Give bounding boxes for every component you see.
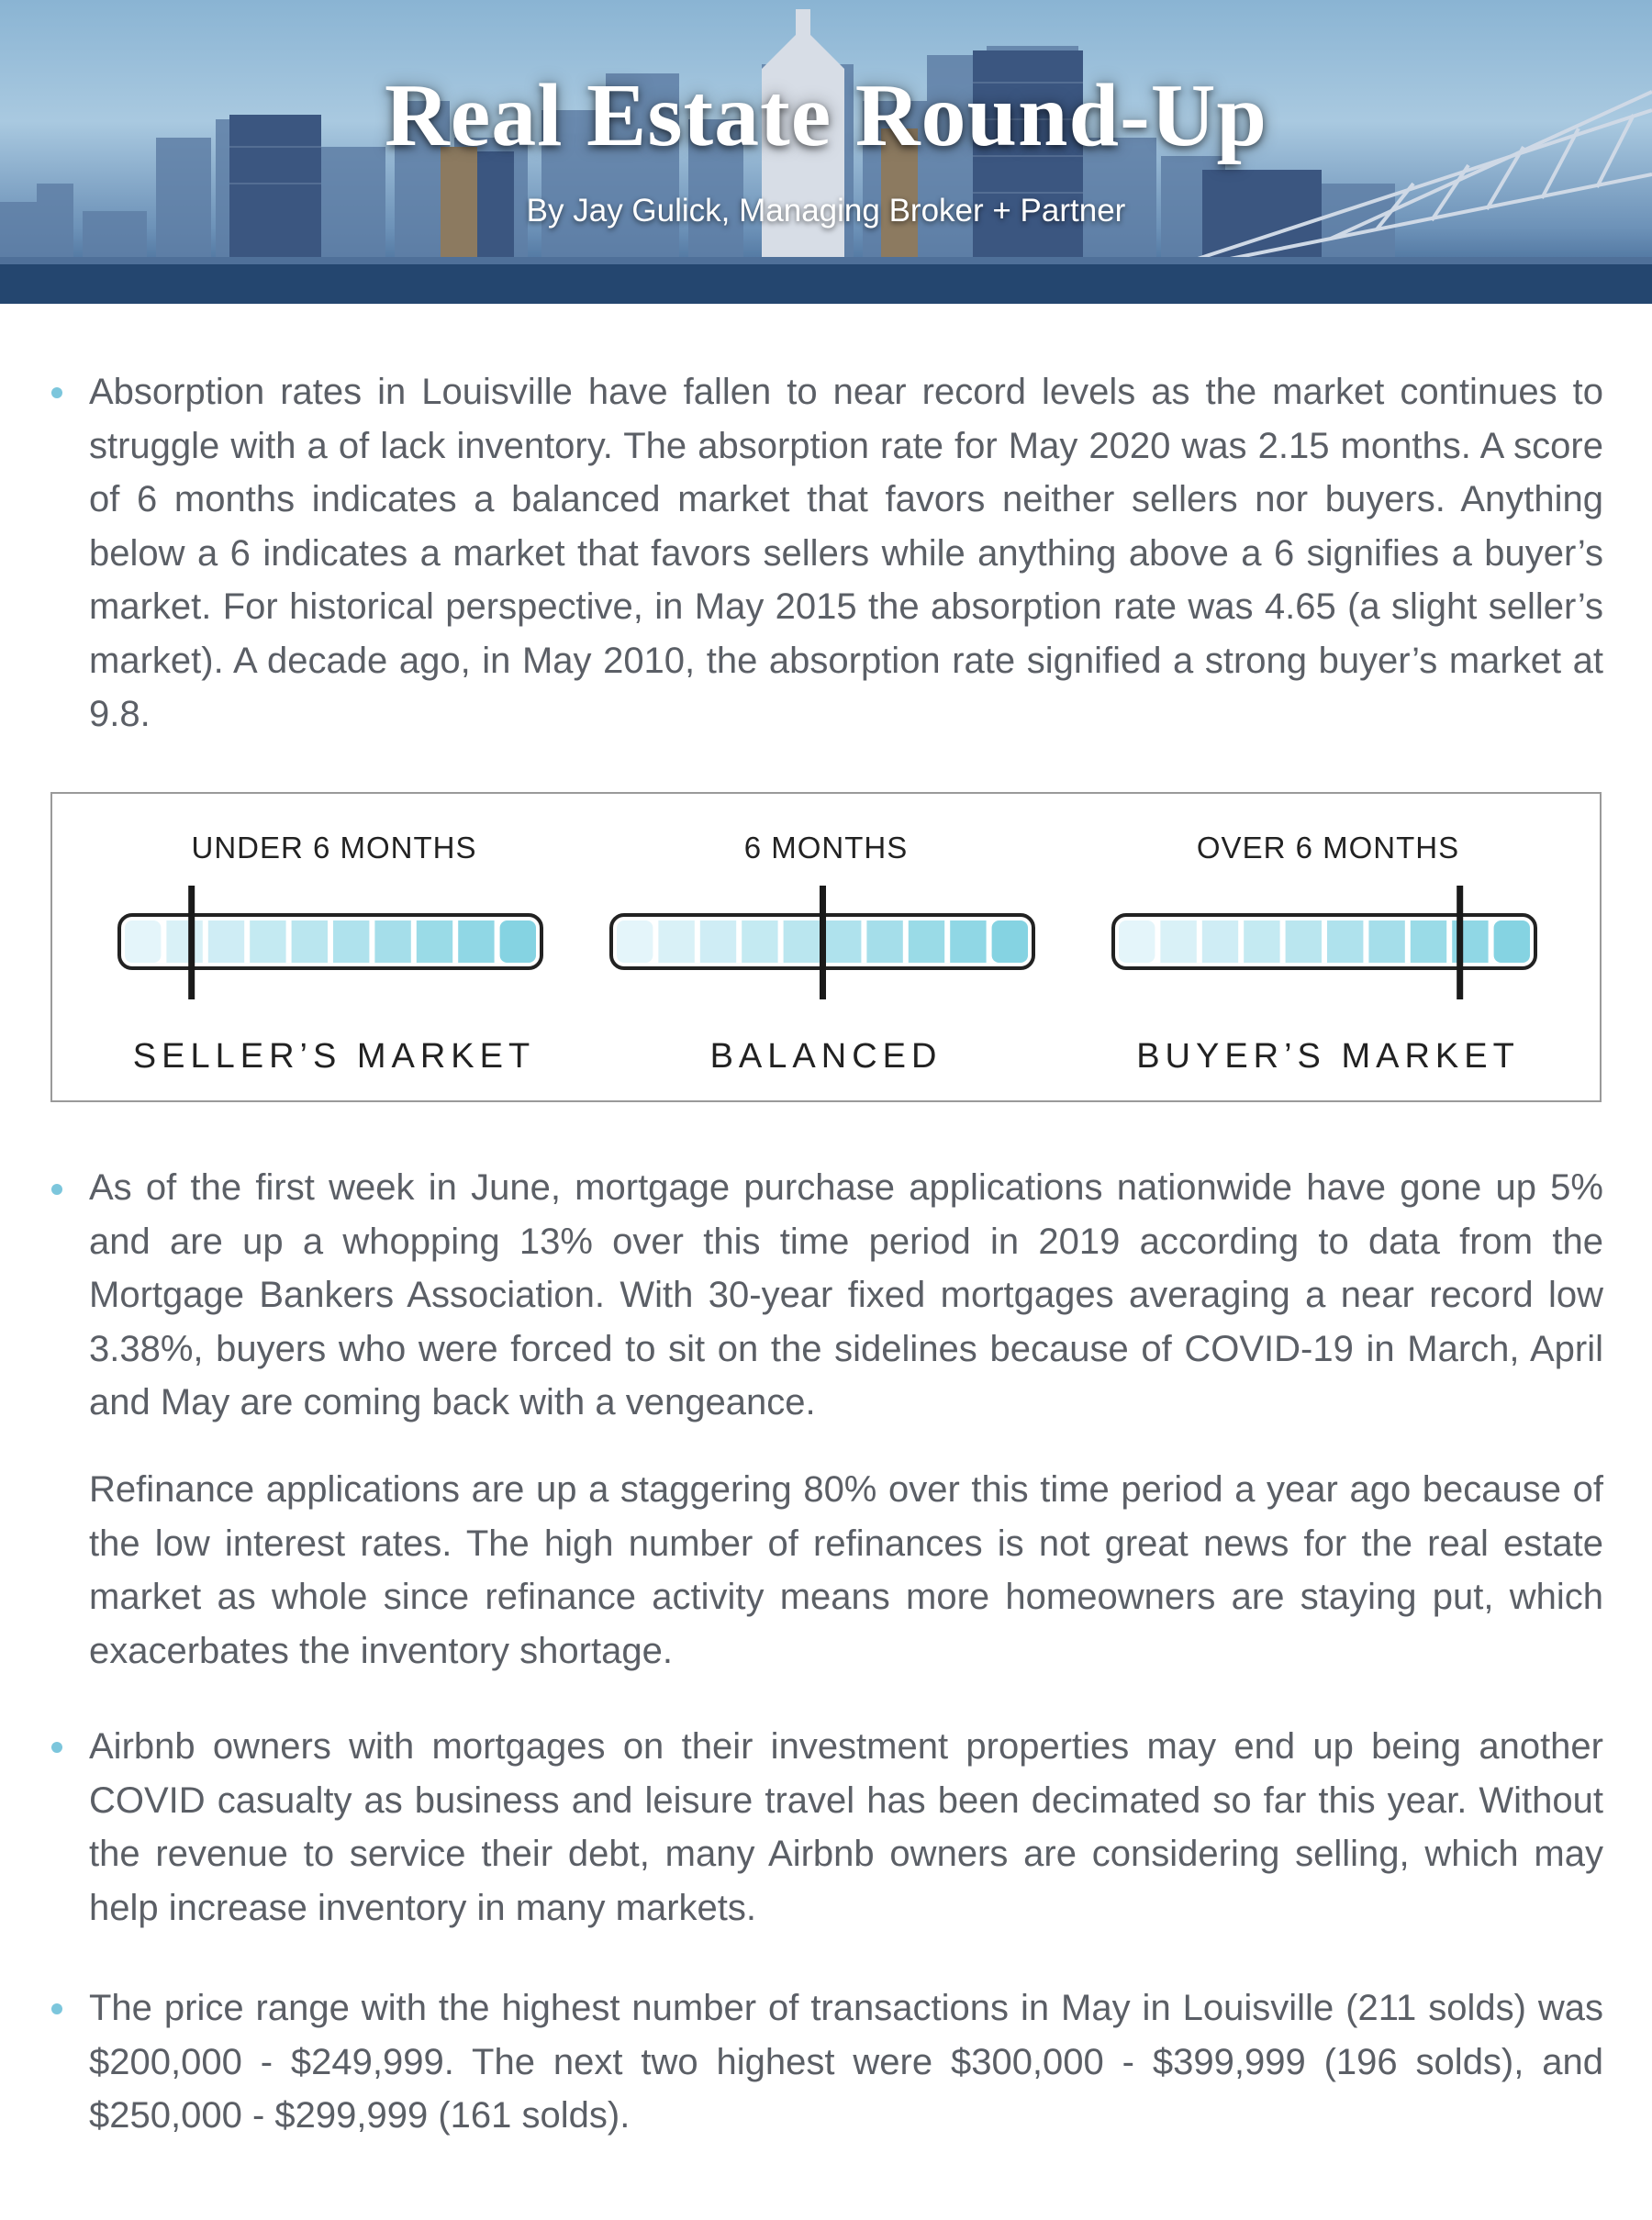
article-paragraph: Absorption rates in Louisville have fallen to near record levels as the market continues to struggle with a of lack inventory. The absorption rate for May 2020 was 2.15 months. A score of 6 months indicates a balanced market that favors neither sellers nor buyers. Anything below a 6 indicates a market that favors sellers while anything above a 6 signifies a buyer’s market. For historical perspective, in May 2015 the absorption rate was 4.65 (a slight seller’s market). A decade ago, in May 2010, the absorption rate signified a strong buyer’s market at 9.8.	[89, 372, 1603, 734]
header-banner	[0, 0, 1652, 304]
gauge-segment	[1368, 920, 1404, 963]
gauge-segment	[1202, 920, 1238, 963]
article-paragraph: Refinance applications are up a staggering 80% over this time period a year ago because of the low interest rates. The high number of refinances is not great news for the real estate market as whole since refinance activity means more homeowners are staying put, which exacerbates the inventory shortage.	[89, 1469, 1603, 1671]
gauge-segment	[825, 920, 861, 963]
gauge-marker	[188, 886, 195, 999]
gauge-segment	[784, 920, 820, 963]
gauge-segment	[866, 920, 902, 963]
gauge-segment	[1411, 920, 1446, 963]
gauge-segment	[658, 920, 694, 963]
gauge-segment	[1286, 920, 1322, 963]
gauge-bottom-label: SELLER’S MARKET	[132, 1037, 536, 1076]
gauge-bar	[1108, 886, 1548, 1005]
gauge-segment	[458, 920, 494, 963]
gauge-segment	[950, 920, 986, 963]
bullet-icon	[51, 1184, 62, 1195]
gauge-marker	[1457, 886, 1463, 999]
gauge-segment	[1160, 920, 1196, 963]
gauge-bar	[606, 886, 1046, 1005]
gauge-top-label: UNDER 6 MONTHS	[191, 831, 477, 865]
bullet-icon	[51, 387, 62, 398]
gauge-segment	[909, 920, 944, 963]
gauge-segment	[125, 920, 161, 963]
bullet-icon	[51, 1742, 62, 1753]
gauge-segment	[166, 920, 202, 963]
gauge-segment	[1327, 920, 1363, 963]
page-title: Real Estate Round-Up	[385, 66, 1267, 165]
gauge-marker	[820, 886, 826, 999]
gauge-bottom-label: BALANCED	[709, 1037, 943, 1076]
gauge-segment	[742, 920, 777, 963]
gauge-top-label: 6 MONTHS	[743, 831, 909, 865]
gauge-top-label: OVER 6 MONTHS	[1196, 831, 1460, 865]
article-paragraph: Airbnb owners with mortgages on their investment properties may end up being another COVID casualty as business and leisure travel has been decimated so far this year. Without the revenue to service their debt, many Airbnb owners are considering selling, which may help increase inventory in many markets.	[89, 1726, 1603, 1928]
gauge-segment	[500, 920, 536, 963]
gauge-bottom-label: BUYER’S MARKET	[1136, 1037, 1520, 1076]
gauge-sellers-market	[114, 794, 554, 1104]
gauge-segment	[1119, 920, 1155, 963]
market-gauge-panel	[50, 792, 1602, 1102]
gauge-segment	[700, 920, 736, 963]
bullet-icon	[51, 2003, 62, 2014]
byline: By Jay Gulick, Managing Broker + Partner	[526, 193, 1126, 229]
gauge-segment	[374, 920, 410, 963]
gauge-segment	[617, 920, 653, 963]
gauge-segment	[992, 920, 1028, 963]
article-paragraph: As of the first week in June, mortgage purchase applications nationwide have gone up 5% and are up a whopping 13% over this time period in 2019 according to data from the Mortgage Bankers Association. With 30-year fixed mortgages averaging a near record low 3.38%, buyers who were forced to sit on the sidelines because of COVID-19 in March, April and May are coming back with a vengeance.	[89, 1167, 1603, 1422]
gauge-segment	[333, 920, 369, 963]
gauge-bar	[114, 886, 554, 1005]
article-paragraph: The price range with the highest number of transactions in May in Louisville (211 solds) was $200,000 - $249,999. The next two highest were $300,000 - $399,999 (196 solds), and $250,000 - $299,999 (161 solds).	[89, 1988, 1603, 2136]
gauge-balanced	[606, 794, 1046, 1104]
gauge-segment	[1244, 920, 1279, 963]
gauge-segment	[417, 920, 452, 963]
gauge-buyers-market	[1108, 794, 1548, 1104]
gauge-segment	[1494, 920, 1530, 963]
gauge-segment	[250, 920, 285, 963]
gauge-segment	[292, 920, 328, 963]
gauge-segment	[208, 920, 244, 963]
